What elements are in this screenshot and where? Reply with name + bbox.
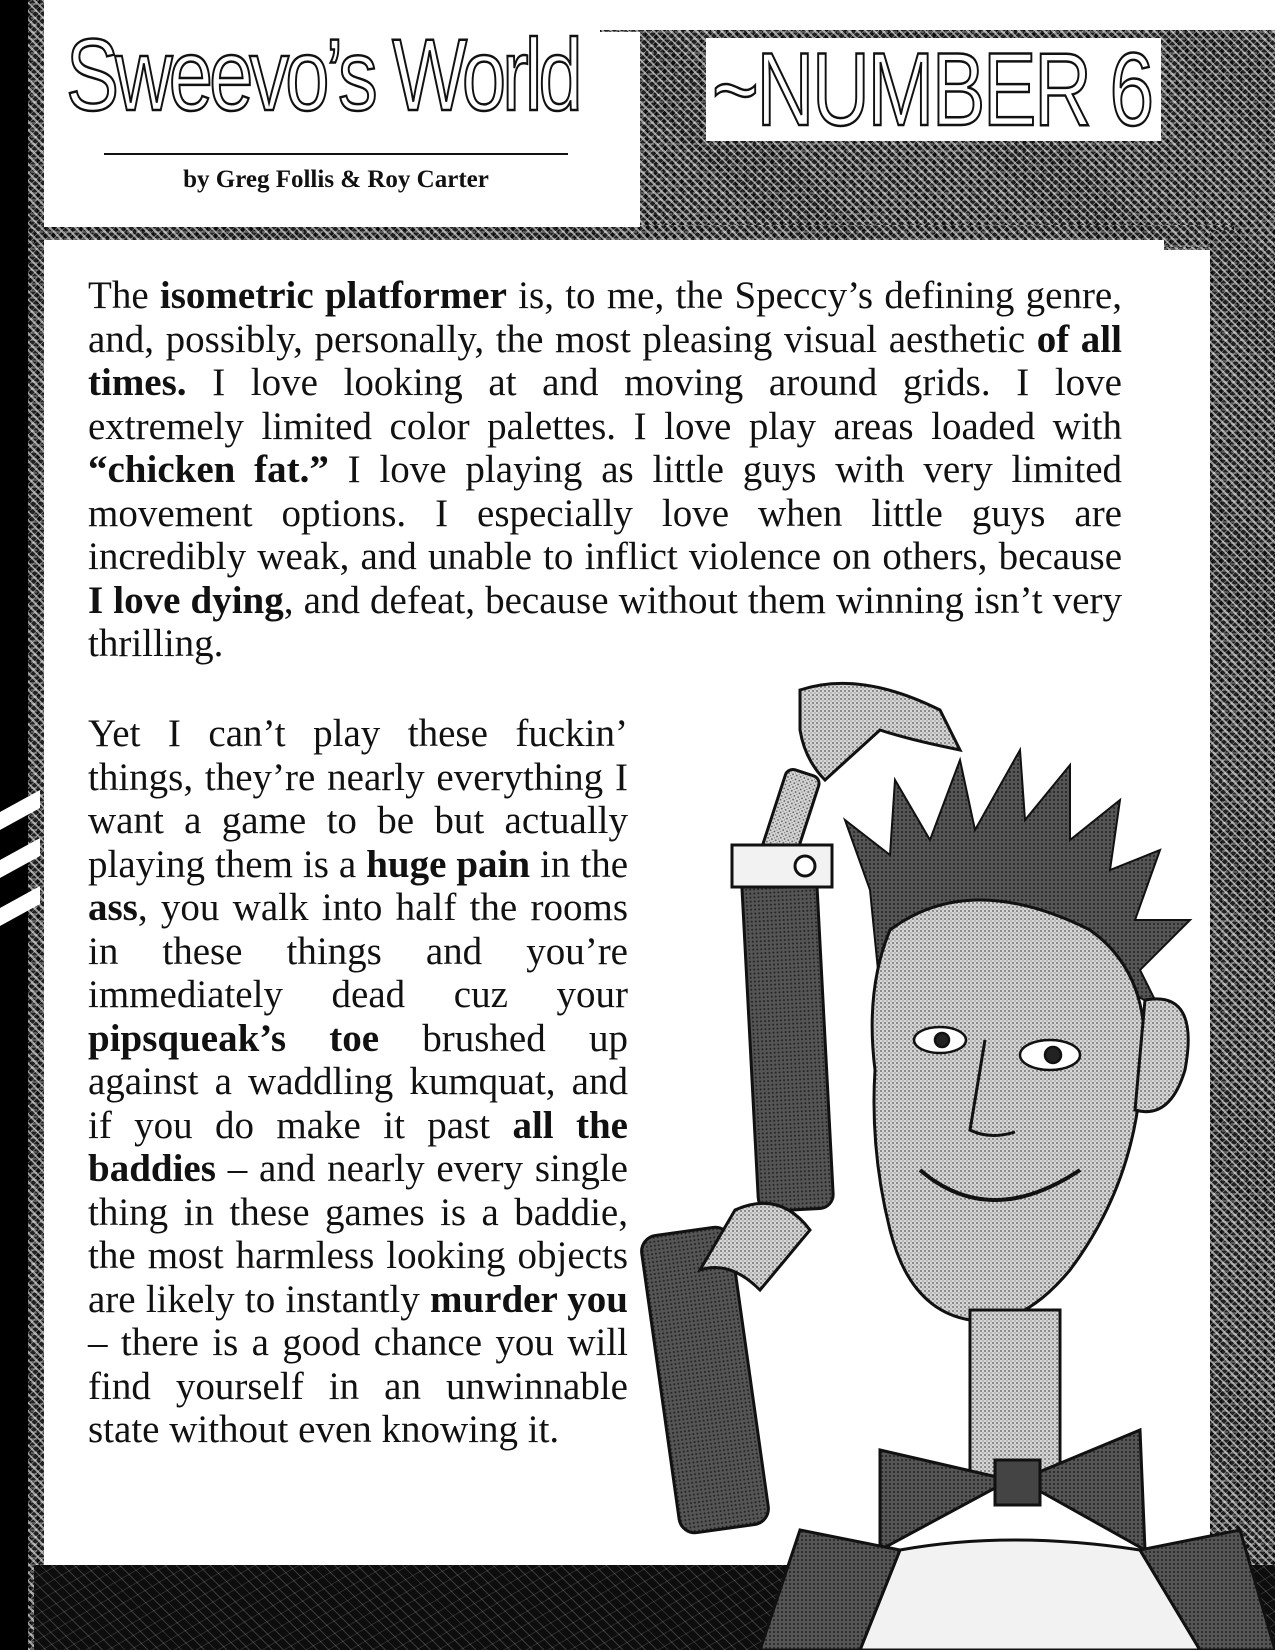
robot-face	[872, 900, 1144, 1321]
body-text: Yet I can’t play these fuckin’ things, they’re nearly everything I want a game to be but actually playing them is a	[88, 712, 628, 886]
body-text: is, to me, the Speccy’s defining genre, and, possibly, personally, the most pleasing visual aesthetic	[88, 274, 1122, 361]
byline: by Greg Follis & Roy Carter	[183, 166, 489, 193]
emphasis-text: all the baddies	[88, 1103, 628, 1190]
left-stripes-decoration	[0, 790, 40, 970]
article-paragraph-2	[88, 712, 628, 1452]
body-text: , and defeat, because without them winning isn’t very thrilling.	[88, 578, 1122, 665]
body-text: , you walk into half the rooms in these things and you’re immediately dead cuz your	[88, 886, 628, 1016]
page-title: Sweevo’s World	[66, 18, 579, 132]
body-text: – there is a good chance you will find yourself in an unwinnable state without even knowing it.	[88, 1321, 628, 1451]
emphasis-text: huge pain	[366, 842, 531, 886]
emphasis-text: I love dying	[88, 578, 284, 622]
emphasis-text: “chicken fat.”	[88, 448, 329, 491]
title-divider	[104, 153, 568, 155]
body-text: brushed up against a waddling kumquat, and if you do make it past	[88, 1016, 628, 1147]
emphasis-text: murder you	[429, 1277, 628, 1321]
issue-number: ~NUMBER 6	[712, 32, 1152, 148]
body-text: I love looking at and moving around grids. I love extremely limited color palettes. I love play areas loaded with	[88, 361, 1122, 448]
body-text: I love playing as little guys with very limited movement options. I especially love when little guys are incredibly weak, and unable to inflict violence on others, because	[88, 448, 1123, 578]
body-text: – and nearly every single thing in these games is a baddie, the most harmless looking objects are likely to instantly	[88, 1147, 628, 1321]
emphasis-text: of all times.	[88, 317, 1122, 404]
robot-man-illustration	[640, 670, 1275, 1650]
body-text: The	[88, 274, 160, 317]
emphasis-text: pipsqueak’s toe	[88, 1016, 380, 1060]
emphasis-text: ass	[88, 886, 138, 929]
emphasis-text: isometric platformer	[159, 274, 507, 317]
article-paragraph-1	[88, 274, 1122, 666]
body-text: in the	[530, 842, 629, 886]
